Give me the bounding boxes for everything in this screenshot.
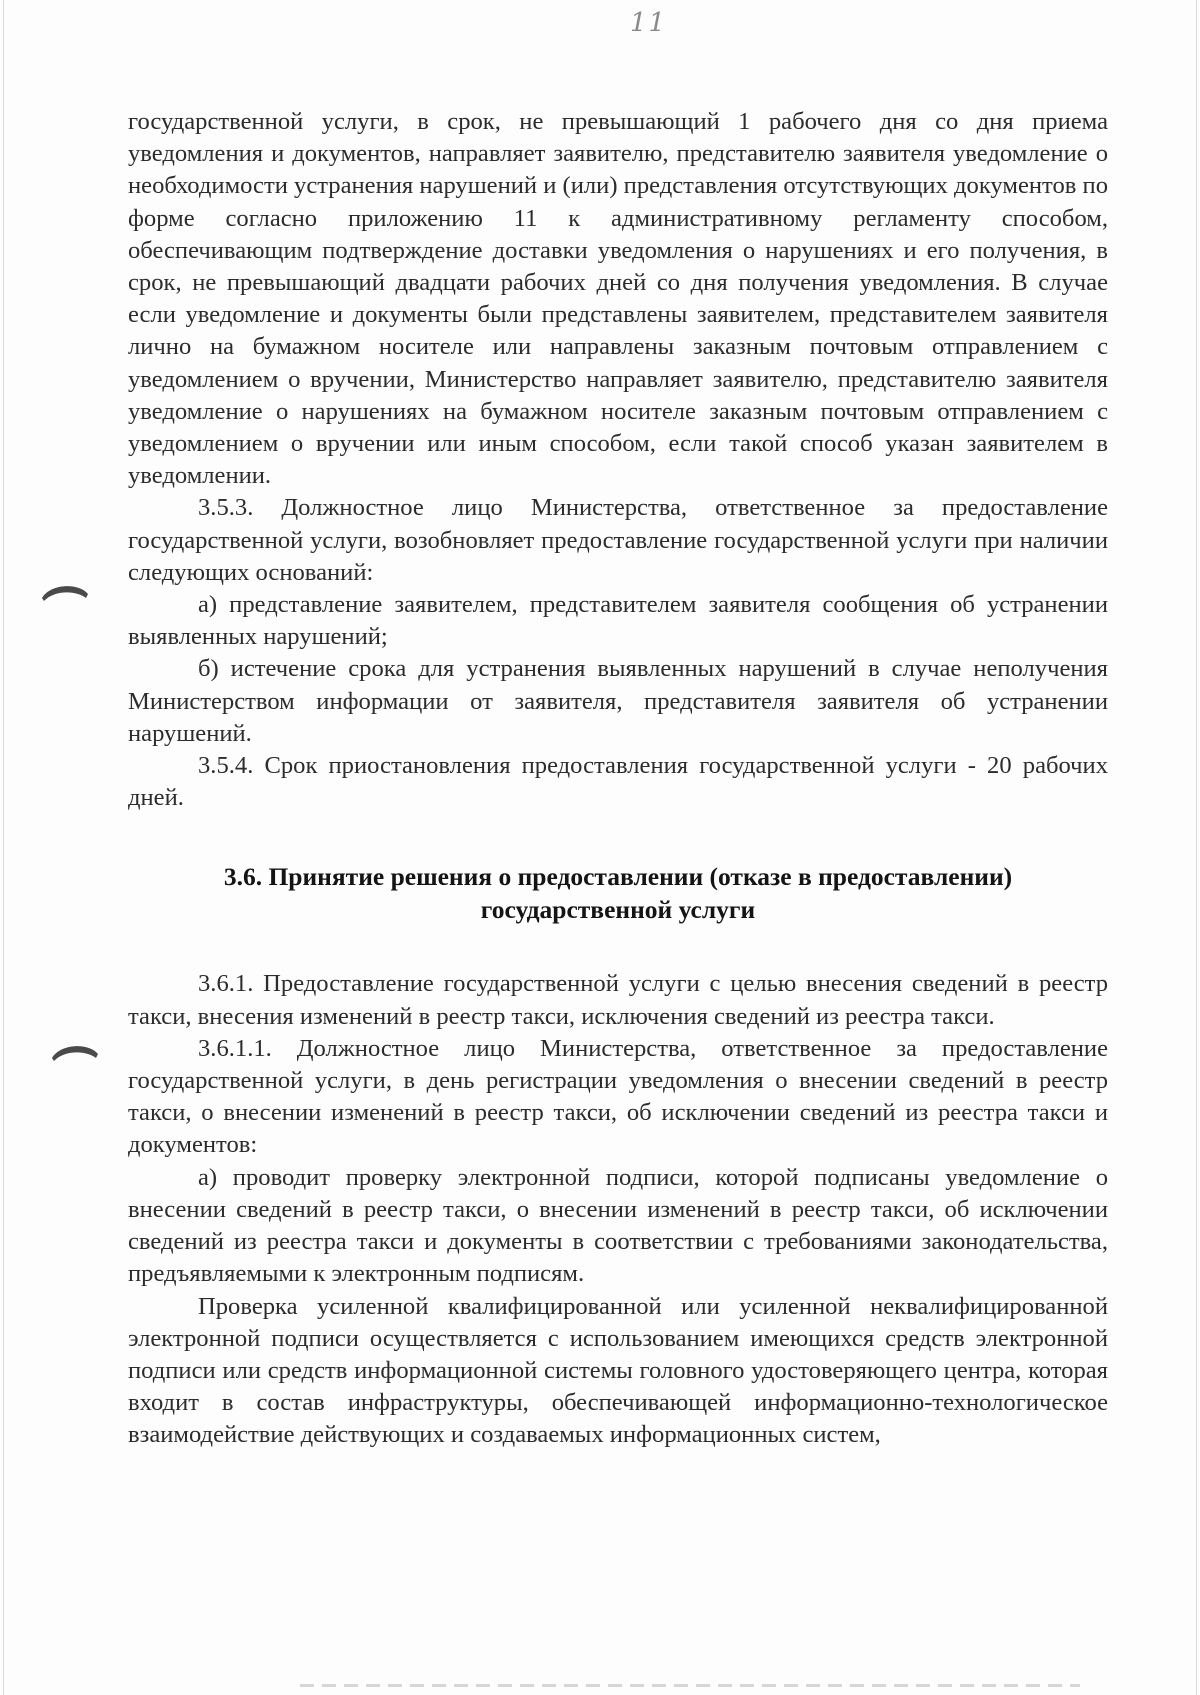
section-heading-line2: государственной услуги bbox=[480, 895, 756, 925]
paragraph-3-5-4: 3.5.4. Срок приостановления предоставления государственной услуги - 20 рабочих дней. bbox=[128, 752, 1108, 812]
punch-hole-mark-icon bbox=[40, 580, 90, 602]
scan-edge-left bbox=[3, 0, 4, 1695]
scan-edge-right bbox=[1196, 0, 1197, 1695]
section-heading bbox=[128, 860, 1108, 926]
document-body bbox=[128, 106, 1108, 1452]
list-item-a: а) представление заявителем, представителем заявителя сообщения об устранении выявленных нарушений; bbox=[128, 591, 1108, 651]
list-item-a: а) проводит проверку электронной подписи, которой подписаны уведомление о внесении сведений в реестр такси, о внесении изменений в реестр такси, об исключении сведений из реестра такси и документы в соответствии с требованиями законодательства, предъявляемыми к электронным подписям. bbox=[128, 1163, 1108, 1288]
paragraph: Проверка усиленной квалифицированной или усиленной неквалифицированной электронной подписи осуществляется с использованием имеющихся средств электронной подписи или средств информационной системы головного удостоверяющего центра, которая входит в состав инфраструктуры, обеспечивающей информационно-технологическое взаимодействие действующих и создаваемых информационных систем, bbox=[128, 1292, 1108, 1449]
scan-bleed-through bbox=[300, 1684, 1080, 1687]
section-heading-line1: 3.6. Принятие решения о предоставлении (отказе в предоставлении) bbox=[223, 862, 1013, 892]
paragraph-3-6-1-1: 3.6.1.1. Должностное лицо Министерства, ответственное за предоставление государственной услуги, в день регистрации уведомления о внесении сведений в реестр такси, о внесении изменений в реестр такси, об исключении сведений из реестра такси и документов: bbox=[128, 1034, 1108, 1159]
paragraph-3-5-3: 3.5.3. Должностное лицо Министерства, ответственное за предоставление государственной услуги, возобновляет предоставление государственной услуги при наличии следующих оснований: bbox=[128, 494, 1108, 586]
list-item-b: б) истечение срока для устранения выявленных нарушений в случае неполучения Министерством информации от заявителя, представителя заявителя об устранении нарушений. bbox=[128, 655, 1108, 747]
paragraph-3-6-1: 3.6.1. Предоставление государственной услуги с целью внесения сведений в реестр такси, внесения изменений в реестр такси, исключения сведений из реестра такси. bbox=[128, 970, 1108, 1030]
paragraph: государственной услуги, в срок, не превышающий 1 рабочего дня со дня приема уведомления и документов, направляет заявителю, представителю заявителя уведомление о необходимости устранения нарушений и (или) представления отсутствующих документов по форме согласно приложению 11 к административному регламенту способом, обеспечивающим подтверждение доставки уведомления о нарушениях и его получения, в срок, не превышающий двадцати рабочих дней со дня получения уведомления. В случае если уведомление и документы были представлены заявителем, представителем заявителя лично на бумажном носителе или направлены заказным почтовым отправлением с уведомлением о вручении, Министерство направляет заявителю, представителю заявителя уведомление о нарушениях на бумажном носителе заказным почтовым отправлением с уведомлением о вручении или иным способом, если такой способ указан заявителем в уведомлении. bbox=[128, 108, 1108, 490]
page-number: 11 bbox=[630, 8, 668, 38]
punch-hole-mark-icon bbox=[50, 1040, 100, 1062]
